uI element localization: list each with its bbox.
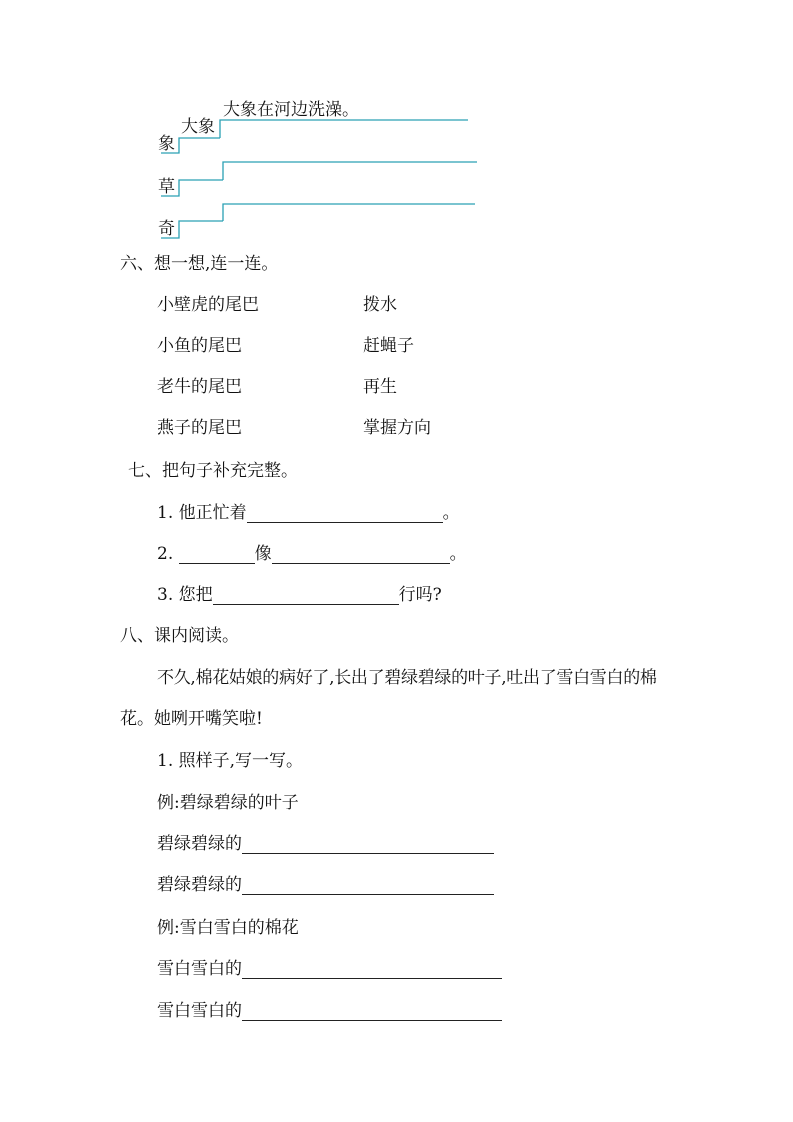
- fill-1-prompt: 碧绿碧绿的: [157, 834, 242, 854]
- ladder-mid-1: 大象: [181, 117, 215, 137]
- match-right-item[interactable]: 赶蝇子: [363, 336, 414, 356]
- match-right-item[interactable]: 拨水: [363, 295, 397, 315]
- sentence-3-blank[interactable]: [213, 584, 399, 605]
- fill-row-2: [157, 873, 494, 897]
- sentence-2-middle: 像: [254, 544, 272, 564]
- ladder-char-1: 象: [158, 134, 175, 154]
- match-left-item[interactable]: 小鱼的尾巴: [157, 336, 242, 356]
- sentence-2-suffix: 。: [449, 544, 467, 564]
- sentence-3-prefix: 3. 您把: [157, 585, 213, 605]
- section-7-heading: 七、把句子补充完整。: [128, 461, 298, 481]
- match-left-item[interactable]: 小壁虎的尾巴: [157, 295, 259, 315]
- ladder-char-3: 奇: [158, 219, 175, 239]
- sentence-2-blank-b[interactable]: [272, 543, 450, 564]
- match-left-item[interactable]: 老牛的尾巴: [157, 377, 242, 397]
- sentence-item-3: [157, 583, 442, 607]
- fill-4-prompt: 雪白雪白的: [157, 1001, 242, 1021]
- sentence-1-prefix: 1. 他正忙着: [157, 503, 247, 523]
- ladder-step-3b: [223, 204, 475, 221]
- fill-row-1: [157, 832, 494, 856]
- match-left-item[interactable]: 燕子的尾巴: [157, 418, 242, 438]
- fill-4-blank[interactable]: [242, 1000, 502, 1021]
- sentence-1-suffix: 。: [442, 503, 460, 523]
- passage-line-2: 花。她咧开嘴笑啦!: [120, 709, 263, 729]
- fill-3-prompt: 雪白雪白的: [157, 959, 242, 979]
- section-6-heading: 六、想一想,连一连。: [120, 254, 279, 274]
- fill-row-4: [157, 999, 502, 1023]
- ladder-sentence-1: 大象在河边洗澡。: [223, 100, 359, 120]
- fill-2-prompt: 碧绿碧绿的: [157, 875, 242, 895]
- sentence-2-prefix: 2.: [157, 544, 179, 564]
- passage-line-1: 不久,棉花姑娘的病好了,长出了碧绿碧绿的叶子,吐出了雪白雪白的棉: [157, 668, 657, 688]
- question-1: 1. 照样子,写一写。: [157, 751, 304, 771]
- sentence-1-blank[interactable]: [247, 502, 443, 523]
- ladder-step-2b: [223, 162, 477, 180]
- word-ladder-lines: [0, 0, 793, 250]
- sentence-3-suffix: 行吗?: [398, 585, 442, 605]
- ladder-step-1b: [220, 120, 468, 138]
- ladder-char-2: 草: [158, 177, 175, 197]
- section-8-heading: 八、课内阅读。: [120, 626, 239, 646]
- example-2: 例:雪白雪白的棉花: [157, 918, 299, 938]
- fill-1-blank[interactable]: [242, 833, 494, 854]
- match-right-item[interactable]: 掌握方向: [363, 418, 431, 438]
- sentence-2-blank-a[interactable]: [179, 543, 255, 564]
- example-1: 例:碧绿碧绿的叶子: [157, 793, 299, 813]
- fill-3-blank[interactable]: [242, 958, 502, 979]
- sentence-item-1: [157, 501, 460, 525]
- sentence-item-2: [157, 542, 467, 566]
- fill-2-blank[interactable]: [242, 874, 494, 895]
- fill-row-3: [157, 957, 502, 981]
- match-right-item[interactable]: 再生: [363, 377, 397, 397]
